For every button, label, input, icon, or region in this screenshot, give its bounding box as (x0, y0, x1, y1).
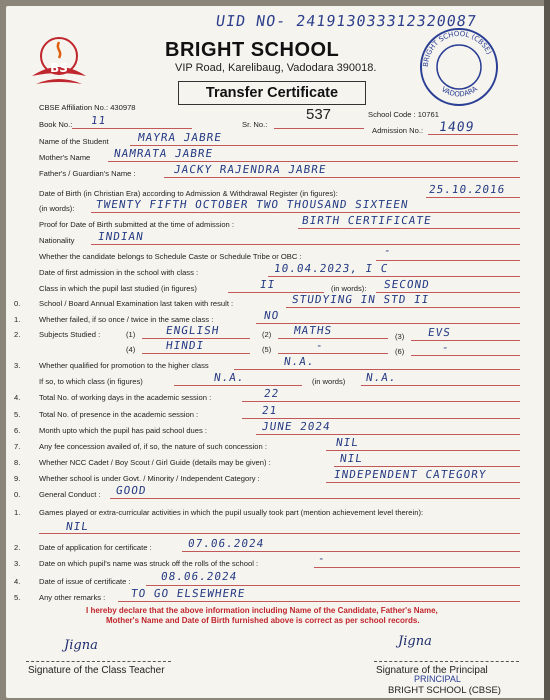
mother-name-value: NAMRATA JABRE (113, 147, 215, 160)
last-class-label: Class in which the pupil last studied (in figures) (39, 284, 197, 293)
promo-class-words-value: N.A. (365, 371, 398, 384)
subject-1: ENGLISH (165, 324, 221, 337)
struck-off-label: Date on which pupil's name was struck off the rolls of the school : (39, 559, 259, 568)
subject-6: - (441, 341, 451, 354)
struck-off-value: - (317, 552, 327, 565)
principal-stamp-text: PRINCIPAL (414, 674, 461, 684)
presence-value: 21 (261, 404, 279, 417)
conduct-value: GOOD (115, 484, 148, 497)
admission-no-label: Admission No.: (372, 126, 424, 135)
declaration-line-2: Mother's Name and Date of Birth furnished above is correct as per school records. (106, 616, 420, 625)
games-label: Games played or extra-curricular activities in which the pupil usually took part (mention achievement level therein): (39, 508, 424, 517)
stamp-text-bottom: VADODARA (439, 84, 479, 99)
dues-value: JUNE 2024 (261, 420, 332, 433)
concession-value: NIL (335, 436, 360, 449)
logo-lettering: BS (50, 61, 68, 75)
class-teacher-signature: Jigna (64, 638, 98, 653)
ncc-label: Whether NCC Cadet / Boy Scout / Girl Guide (details may be given) : (39, 458, 271, 467)
class-teacher-label: Signature of the Class Teacher (28, 665, 165, 676)
certificate-paper: UID NO- 241913033312320087 BS BRIGHT SCHOOL (CBSE) VADODARA BRIGHT SCHOOL VIP Road, Karelibaug, Vadodara 390018. Transfer Certificate CBSE Affiliation No.: 430978 537 School Code : 10761 Book No.: 11 Sr. No.: Admission No.: 1409 Name of the Student MAYRA JABRE Mother's Name NAMRATA JABRE Father's / Guardian's Name : JACKY RAJENDRA JABRE Date of Birth (in Christian Era) according to Admission & Withdrawal Register (in figures): 25.10.2016 (in words): TWENTY FIFTH OCTOBER TWO THOUSAND SIXTEEN Proof for Date of Birth submitted at the time of admission : BIRTH CERTIFICATE Nationality INDIAN Whether the candidate belongs to Schedule Caste or Schedule Tribe or OBC : - Date of first admission in the school with class : 10.04.2023, I C Class in which the pupil last studied (in figures) II (in words): SECOND 0. School / Board Annual Examination last taken with result : STUDYING IN STD II 1. Whether failed, if so once / twice in the same class : NO 2. Subjects Studied : (1) ENGLISH (2) MATHS (3) EVS (4) HINDI (5) - (6) - 3. Whether qualified for promotion to the higher class N.A. If so, to which class (in figures) N.A. (in words) N.A. 4. Total No. of working days in the academic session : 22 5. Total No. of presence in the academic session : 21 6. Month upto which the pupil has paid school dues : JUNE 2024 7. Any fee concession availed of, if so, the nature of such concession : NIL 8. Whether NCC Cadet / Boy Scout / Girl Guide (details may be given) : NIL 9. Whether school is under Govt. / Minority / Independent Category : INDEPENDENT CATEGORY 0. General Conduct : GOOD 1. Games played or extra-curricular activities in which the pupil usually took part (mention achievement level therein): NIL 2. Date of application for certificate : 07.06.2024 3. Date on which pupil's name was struck off the rolls of the school : - 4. Date of issue of certificate : 08.06.2024 5. Any other remarks : TO GO ELSEWHERE I hereby declare that the above information including Name of the Candidate, Father's Name, Mother's Name and Date of Birth furnished above is correct as per school records. Jigna Signature of the Class Teacher Jigna Signature of the Principal PRINCIPAL BRIGHT SCHOOL (CBSE) (6, 6, 546, 698)
subject-3: EVS (427, 326, 452, 339)
first-admission-label: Date of first admission in the school with class : (39, 268, 199, 277)
dob-words-value: TWENTY FIFTH OCTOBER TWO THOUSAND SIXTEEN (95, 198, 410, 211)
nationality-label: Nationality (39, 236, 75, 245)
dob-value: 25.10.2016 (428, 183, 507, 196)
certificate-title: Transfer Certificate (178, 81, 366, 105)
dues-label: Month upto which the pupil has paid school dues : (39, 426, 208, 435)
principal-label: Signature of the Principal (376, 665, 488, 676)
mother-name-label: Mother's Name (39, 153, 91, 162)
admission-no-value: 1409 (437, 120, 476, 135)
nationality-value: INDIAN (97, 230, 145, 243)
failed-value: NO (263, 309, 281, 322)
school-logo-icon (28, 36, 90, 91)
working-days-value: 22 (263, 387, 281, 400)
issue-value: 08.06.2024 (160, 570, 239, 583)
working-days-label: Total No. of working days in the academic session : (39, 393, 212, 402)
dob-label: Date of Birth (in Christian Era) according to Admission & Withdrawal Register (in figures): (39, 189, 338, 198)
last-class-words-value: SECOND (383, 278, 431, 291)
principal-school: BRIGHT SCHOOL (CBSE) (388, 685, 501, 696)
student-name-value: MAYRA JABRE (137, 131, 223, 144)
caste-value: - (383, 244, 393, 257)
certificate-serial: 537 (306, 106, 332, 123)
last-class-words-label: (in words): (331, 284, 367, 293)
ncc-value: NIL (339, 452, 364, 465)
conduct-label: General Conduct : (39, 490, 101, 499)
concession-label: Any fee concession availed of, if so, the nature of such concession : (39, 442, 267, 451)
subject-4: HINDI (165, 339, 206, 352)
dob-words-label: (in words): (39, 204, 75, 213)
school-name: BRIGHT SCHOOL (165, 39, 340, 61)
affiliation-label: CBSE Affiliation No.: 430978 (39, 103, 136, 112)
promo-class-value: N.A. (213, 371, 246, 384)
uid-number: UID NO- 241913033312320087 (214, 12, 479, 30)
svg-text:BRIGHT SCHOOL (CBSE) (422, 30, 493, 67)
svg-text:VADODARA (440, 85, 479, 99)
promo-class-label: If so, to which class (in figures) (39, 377, 143, 386)
school-address: VIP Road, Karelibaug, Vadodara 390018. (175, 62, 377, 74)
sr-no-label: Sr. No.: (242, 120, 268, 129)
category-label: Whether school is under Govt. / Minority / Independent Category : (39, 474, 260, 483)
application-label: Date of application for certificate : (39, 543, 152, 552)
application-value: 07.06.2024 (187, 537, 266, 550)
last-class-value: II (259, 278, 277, 291)
caste-label: Whether the candidate belongs to Schedule Caste or Schedule Tribe or OBC : (39, 252, 302, 261)
promotion-label: Whether qualified for promotion to the higher class (39, 361, 209, 370)
failed-label: Whether failed, if so once / twice in the same class : (39, 315, 214, 324)
declaration-line-1: I hereby declare that the above information including Name of the Candidate, Father's Name, (86, 606, 438, 615)
book-no-value: 11 (90, 114, 108, 127)
last-exam-label: School / Board Annual Examination last taken with result : (39, 299, 234, 308)
school-code-label: School Code : 10761 (368, 110, 439, 119)
proof-value: BIRTH CERTIFICATE (301, 214, 433, 227)
category-value: INDEPENDENT CATEGORY (333, 468, 488, 481)
father-name-label: Father's / Guardian's Name : (39, 169, 136, 178)
remarks-label: Any other remarks : (39, 593, 106, 602)
last-exam-value: STUDYING IN STD II (291, 293, 431, 306)
student-name-label: Name of the Student (39, 137, 109, 146)
games-value: NIL (65, 520, 90, 533)
subjects-label: Subjects Studied : (39, 330, 101, 339)
stamp-text-top: BRIGHT SCHOOL (CBSE) (421, 29, 493, 68)
paper-edge-shadow (544, 0, 550, 700)
first-admission-value: 10.04.2023, I C (273, 262, 390, 275)
promotion-value: N.A. (283, 355, 316, 368)
principal-signature: Jigna (398, 634, 432, 649)
subject-5: - (315, 339, 325, 352)
remarks-value: TO GO ELSEWHERE (130, 587, 247, 600)
book-no-label: Book No.: (39, 120, 73, 129)
father-name-value: JACKY RAJENDRA JABRE (173, 163, 328, 176)
school-stamp-icon (418, 26, 500, 108)
subject-2: MATHS (293, 324, 334, 337)
issue-label: Date of issue of certificate : (39, 577, 131, 586)
presence-label: Total No. of presence in the academic session : (39, 410, 199, 419)
proof-label: Proof for Date of Birth submitted at the time of admission : (39, 220, 234, 229)
